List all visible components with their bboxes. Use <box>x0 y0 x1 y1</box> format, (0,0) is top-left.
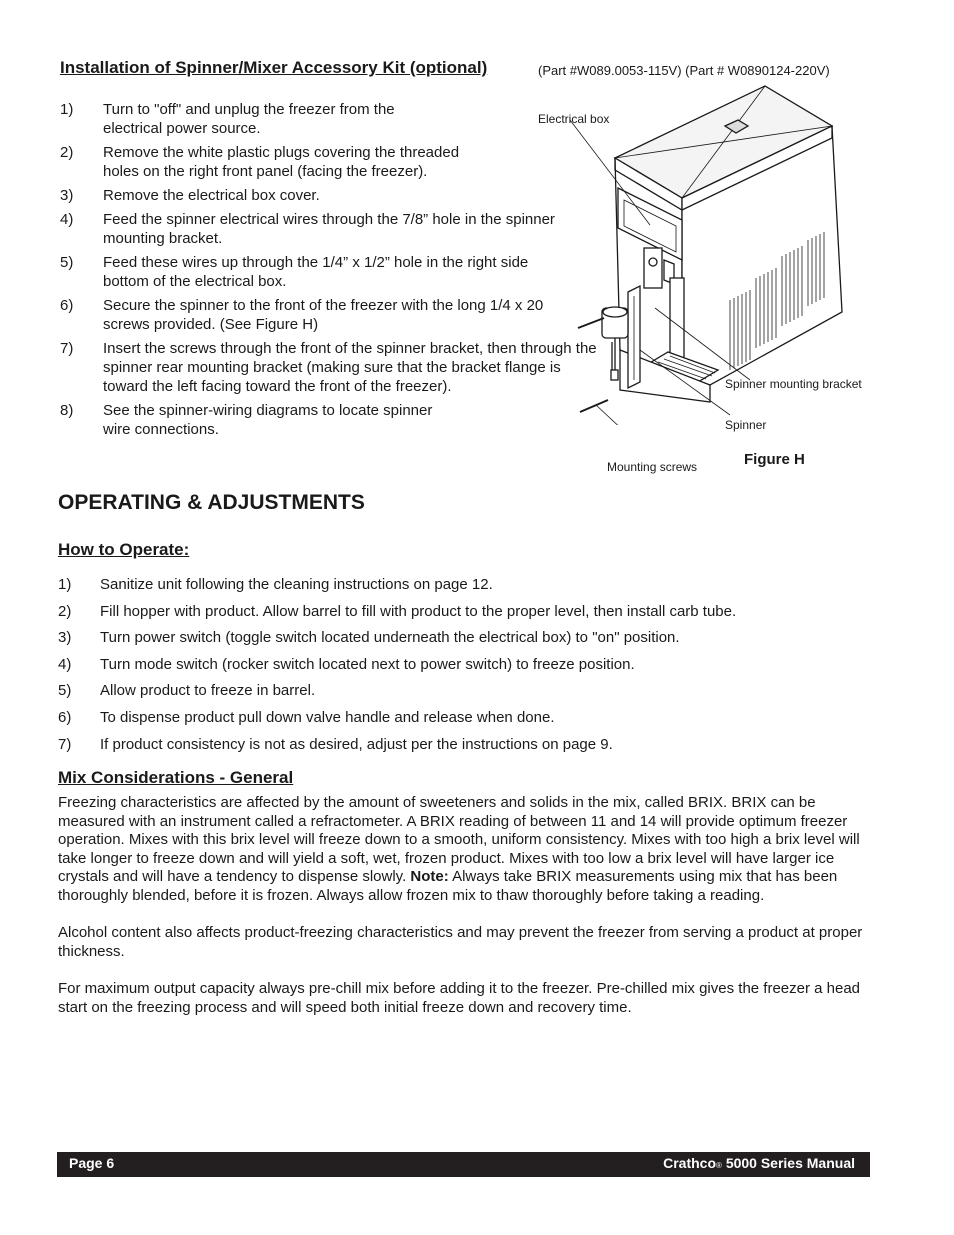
install-step <box>60 296 600 334</box>
operate-step <box>58 655 878 682</box>
install-step <box>60 339 600 396</box>
step-text: To dispense product pull down valve handle and release when done. <box>100 708 555 726</box>
step-number: 7) <box>58 735 72 753</box>
operate-step <box>58 628 878 655</box>
step-number: 2) <box>60 144 74 161</box>
footer-bar <box>57 1152 870 1177</box>
step-text: Secure the spinner to the front of the freezer with the long 1/4 x 20 screws provided. (See Figure H) <box>103 297 544 333</box>
how-to-operate-heading: How to Operate: <box>58 540 190 559</box>
step-text: Remove the white plastic plugs covering the threaded holes on the right front panel (facing the freezer). <box>103 144 460 180</box>
label-electrical-box: Electrical box <box>538 112 610 126</box>
install-step <box>60 100 600 138</box>
freezer-figure-illustration <box>560 80 880 425</box>
mix-considerations-heading: Mix Considerations - General <box>58 768 294 787</box>
mix-paragraph-alcohol: Alcohol content also affects product-freezing characteristics and may prevent the freezer from serving a product at proper thickness. <box>58 924 863 960</box>
step-text: Turn power switch (toggle switch located underneath the electrical box) to "on" position. <box>100 629 680 647</box>
step-text: Fill hopper with product. Allow barrel to fill with product to the proper level, then install carb tube. <box>100 602 737 620</box>
screw-lower <box>580 400 608 412</box>
mix-note-text: Always take BRIX measurements using mix that has been thoroughly blended, before it is frozen. Always allow frozen mix to thaw thoroughly before taking a reading. <box>58 868 838 904</box>
label-spinner: Spinner <box>725 418 767 432</box>
step-text: See the spinner-wiring diagrams to locate spinner wire connections. <box>103 402 433 438</box>
install-step <box>60 210 600 248</box>
install-step <box>60 401 600 439</box>
install-step <box>60 186 600 205</box>
mix-paragraph-brix <box>58 794 873 905</box>
step-number: 4) <box>58 655 72 673</box>
registered-mark: ® <box>716 1161 722 1170</box>
install-step <box>60 143 600 181</box>
step-text: Turn mode switch (rocker switch located next to power switch) to freeze position. <box>100 655 635 673</box>
step-text: Turn to "off" and unplug the freezer from the electrical power source. <box>103 101 395 137</box>
operate-step <box>58 735 878 762</box>
manual-title <box>663 1155 855 1171</box>
step-number: 7) <box>60 340 74 357</box>
step-text: Feed these wires up through the 1/4” x 1/2” hole in the right side bottom of the electrical box. <box>103 254 529 290</box>
brand-name: Crathco <box>663 1155 717 1171</box>
step-number: 6) <box>58 708 72 726</box>
install-steps-list <box>60 100 600 444</box>
screw-upper <box>578 318 604 328</box>
step-number: 4) <box>60 211 74 228</box>
figure-caption: Figure H <box>744 451 805 468</box>
install-step <box>60 253 600 291</box>
step-number: 5) <box>60 254 74 271</box>
step-text: If product consistency is not as desired, adjust per the instructions on page 9. <box>100 735 613 753</box>
operate-steps-list <box>58 575 878 761</box>
step-text: Feed the spinner electrical wires through the 7/8” hole in the spinner mounting bracket. <box>103 211 555 247</box>
step-number: 1) <box>60 101 74 118</box>
step-text: Sanitize unit following the cleaning instructions on page 12. <box>100 576 493 593</box>
operate-step <box>58 602 878 629</box>
step-number: 8) <box>60 402 74 419</box>
mix-paragraph-prechill: For maximum output capacity always pre-chill mix before adding it to the freezer. Pre-chilled mix gives the freezer a head start on the freezing process and will speed both initial freeze down and recovery time. <box>58 980 861 1016</box>
operating-heading: OPERATING & ADJUSTMENTS <box>58 491 365 514</box>
install-heading: Installation of Spinner/Mixer Accessory Kit (optional) <box>60 58 488 77</box>
step-number: 6) <box>60 297 74 314</box>
label-mounting-screws: Mounting screws <box>607 460 698 474</box>
step-number: 5) <box>58 682 72 700</box>
page-number: Page 6 <box>69 1155 115 1171</box>
label-spinner-mounting-bracket: Spinner mounting bracket <box>725 377 862 391</box>
mix-considerations-body <box>58 794 873 1036</box>
operate-step <box>58 575 878 602</box>
step-number: 3) <box>58 629 72 647</box>
step-text: Allow product to freeze in barrel. <box>100 682 316 700</box>
step-text: Insert the screws through the front of the spinner bracket, then through the spinner rear mounting bracket (making sure that the bracket flange is toward the left facing toward the front of the freezer). <box>103 340 597 395</box>
note-label: Note: <box>410 868 449 885</box>
step-number: 3) <box>60 187 74 204</box>
step-text: Remove the electrical box cover. <box>103 187 320 204</box>
mix-brix-text: Freezing characteristics are affected by the amount of sweeteners and solids in the mix, called BRIX. BRIX can be measured with an instrument called a refractometer. A BRIX reading of between 11 and 14 will provide optimum freezer operation. Mixes with this brix level will freeze down to a smooth, uniform consistency. Mixes with too high a brix level will take longer to freeze down and will yield a soft, wet, frozen product. Mixes with too low a brix level will have larger ice crystals and will have a tendency to dispense slowly. <box>58 794 860 885</box>
operate-step <box>58 681 878 708</box>
step-number: 2) <box>58 602 72 620</box>
step-number: 1) <box>58 576 72 593</box>
operate-step <box>58 708 878 735</box>
install-part-numbers: (Part #W089.0053-115V) (Part # W0890124-220V) <box>538 63 830 78</box>
manual-name: 5000 Series Manual <box>725 1155 855 1171</box>
